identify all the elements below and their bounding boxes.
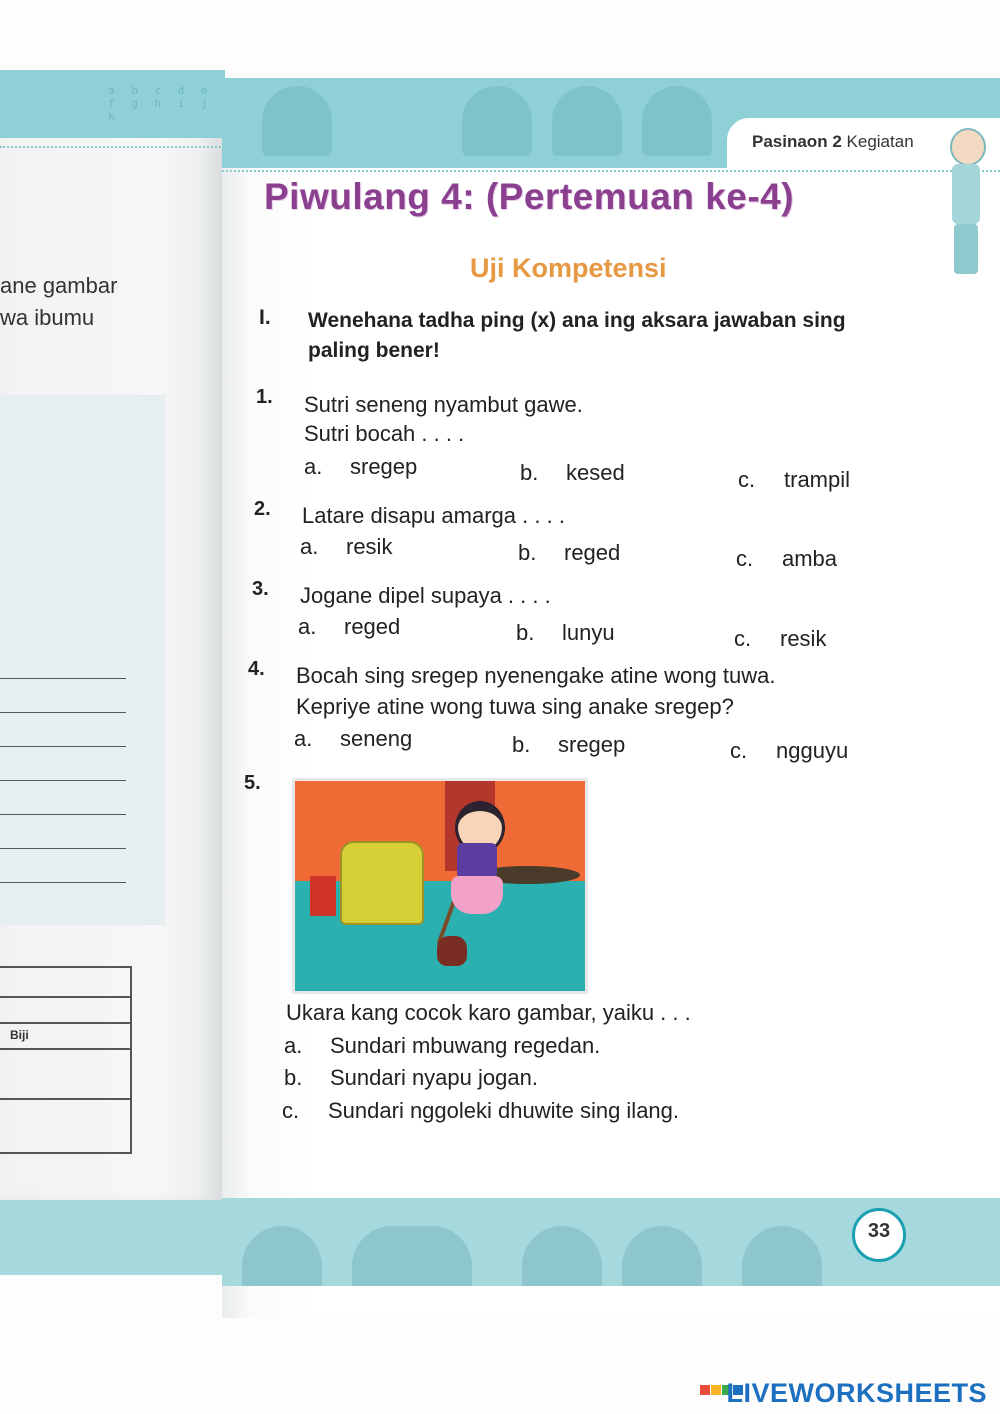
option-text: resik: [346, 534, 393, 559]
table-row: [0, 996, 130, 998]
instruction-text: Wenehana tadha ping (x) ana ing aksara jawaban sing paling bener!: [308, 309, 846, 362]
liveworksheets-watermark: [700, 1378, 987, 1410]
option-3b[interactable]: [516, 620, 615, 646]
girl-sweeping-illustration: [292, 778, 588, 994]
option-2b[interactable]: [518, 540, 620, 566]
question-number-3: 3.: [252, 578, 269, 600]
option-letter: b.: [512, 732, 531, 757]
option-4a[interactable]: [294, 726, 412, 752]
broom-icon: [437, 936, 467, 966]
temple-decoration-icon: [462, 86, 532, 156]
score-table: [0, 966, 132, 1154]
question-number-1: 1.: [256, 386, 273, 408]
question-number-4: 4.: [248, 658, 265, 680]
left-footer-band: [0, 1200, 225, 1275]
house-decoration-icon: [352, 1226, 472, 1286]
option-text: reged: [564, 540, 621, 565]
option-4c[interactable]: [730, 738, 848, 764]
option-2c[interactable]: [736, 546, 837, 572]
table-label-biji: Biji: [10, 1028, 29, 1042]
table-row: [0, 1098, 130, 1100]
option-text: resik: [780, 626, 827, 651]
question-4-line-1: Bocah sing sregep nyenengake atine wong tuwa.: [296, 663, 776, 688]
header-pasinaon: Pasinaon: [752, 132, 828, 151]
pencil-decoration-icon: [622, 1226, 702, 1286]
left-header-letters: [108, 84, 225, 123]
child-face-decoration-icon: [742, 1226, 822, 1286]
temple-decoration-icon: [552, 86, 622, 156]
temple-decoration-icon: [262, 86, 332, 156]
option-text: kesed: [566, 460, 625, 485]
header-label: [752, 132, 914, 152]
option-text: seneng: [340, 726, 413, 751]
child-illustration-icon: [942, 128, 990, 278]
left-text-line-2: wa ibumu: [0, 305, 95, 330]
option-text: sregep: [558, 732, 626, 757]
armchair-icon: [340, 841, 424, 925]
option-text: trampil: [784, 467, 851, 492]
answer-line: [0, 678, 126, 679]
option-letter: a.: [304, 454, 323, 479]
table-row: [0, 1022, 130, 1024]
option-letter: b.: [284, 1065, 303, 1090]
option-text: sregep: [350, 454, 418, 479]
option-letter: c.: [734, 626, 752, 651]
table-row: [0, 1048, 130, 1050]
section-subtitle: Uji Kompetensi: [470, 253, 667, 283]
option-text: amba: [782, 546, 838, 571]
option-letter: b.: [518, 540, 537, 565]
page-number: 33: [867, 1220, 891, 1242]
option-4b[interactable]: [512, 732, 625, 758]
option-text: Sundari mbuwang regedan.: [330, 1033, 601, 1058]
option-text: Sundari nyapu jogan.: [330, 1065, 538, 1090]
option-letter: c.: [282, 1098, 300, 1123]
answer-line: [0, 746, 126, 747]
left-text-line-1: ane gambar: [0, 273, 118, 298]
option-1a[interactable]: [304, 454, 417, 480]
option-letter: c.: [738, 467, 756, 492]
left-page: [0, 70, 225, 1205]
option-3a[interactable]: [298, 614, 400, 640]
option-5a[interactable]: [284, 1033, 600, 1059]
header-dotted-divider: [222, 170, 1000, 172]
question-2-line-1: Latare disapu amarga . . . .: [302, 503, 565, 528]
option-text: Sundari nggoleki dhuwite sing ilang.: [328, 1098, 680, 1123]
answer-line: [0, 780, 126, 781]
answer-line: [0, 882, 126, 883]
option-text: reged: [344, 614, 401, 639]
question-1-line-1: Sutri seneng nyambut gawe.: [304, 392, 583, 417]
answer-line: [0, 848, 126, 849]
option-letter: c.: [736, 546, 754, 571]
left-header-band: [0, 70, 225, 138]
option-letter: c.: [730, 738, 748, 763]
left-activity-box: [0, 395, 165, 925]
option-letter: a.: [298, 614, 317, 639]
leaf-decoration-icon: [522, 1226, 602, 1286]
page-title: Piwulang 4: (Pertemuan ke-4): [264, 176, 795, 217]
option-1c[interactable]: [738, 467, 850, 493]
option-letter: b.: [520, 460, 539, 485]
question-4-line-2: Kepriye atine wong tuwa sing anake sregep?: [296, 694, 734, 719]
question-1-line-2: Sutri bocah . . . .: [304, 421, 465, 446]
temple-decoration-icon: [642, 86, 712, 156]
answer-line: [0, 712, 126, 713]
instruction-number: I.: [259, 306, 271, 329]
option-1b[interactable]: [520, 460, 625, 486]
option-3c[interactable]: [734, 626, 826, 652]
watermark-text: LIVEWORKSHEETS: [726, 1378, 987, 1408]
option-letter: a.: [300, 534, 319, 559]
liveworksheets-logo-icon: [700, 1383, 722, 1405]
question-number-5: 5.: [244, 772, 261, 794]
option-letter: b.: [516, 620, 535, 645]
option-text: lunyu: [562, 620, 615, 645]
option-text: ngguyu: [776, 738, 849, 763]
option-2a[interactable]: [300, 534, 392, 560]
option-5b[interactable]: [284, 1065, 538, 1091]
question-5-line-1: Ukara kang cocok karo gambar, yaiku . . .: [286, 1000, 691, 1025]
vase-icon: [310, 876, 336, 916]
left-dotted-divider: [0, 146, 225, 148]
temple-decoration-icon: [242, 1226, 322, 1286]
question-number-2: 2.: [254, 498, 271, 520]
option-letter: a.: [294, 726, 313, 751]
letters-row-1: a b c d e: [108, 84, 213, 97]
right-page: [222, 78, 1000, 1318]
answer-line: [0, 814, 126, 815]
header-number: 2: [832, 132, 842, 151]
header-kegiatan: Kegiatan: [846, 132, 914, 151]
option-letter: a.: [284, 1033, 303, 1058]
question-3-line-1: Jogane dipel supaya . . . .: [300, 583, 551, 608]
option-5c[interactable]: [282, 1098, 679, 1124]
letters-row-2: f g h i j k: [108, 97, 213, 123]
